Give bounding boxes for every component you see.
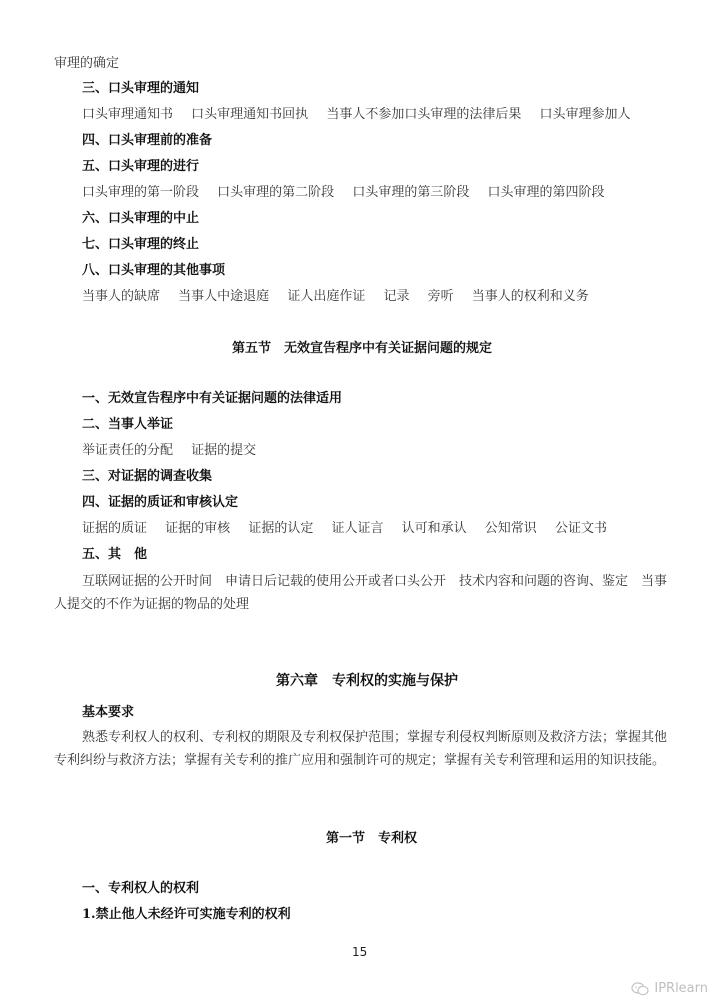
- list-item: 举证责任的分配: [82, 443, 174, 458]
- watermark-text: IPRlearn: [654, 981, 708, 996]
- basic-requirements-paragraph: 熟悉专利权人的权利、专利权的期限及专利权保护范围；掌握专利侵权判断原则及救济方法；掌握其他专利纠纷与救济方法；掌握有关专利的推广应用和强制许可的规定；掌握有关专利管理和运用的知识技能。: [54, 730, 668, 768]
- heading-evidence-cross-examination: 四、证据的质证和审核认定: [82, 495, 239, 510]
- list-item: 证据的认定: [248, 521, 314, 536]
- list-item: 记录: [383, 289, 410, 304]
- oral-hearing-other-items: [82, 288, 589, 306]
- prev-section-tail: 审理的确定: [54, 56, 120, 71]
- heading-oral-hearing-termination: 七、口头审理的终止: [82, 237, 200, 252]
- evidence-examination-items: [82, 520, 607, 538]
- heading-other: 五、其 他: [82, 547, 148, 562]
- list-item: 证人证言: [331, 521, 384, 536]
- list-item: 口头审理的第二阶段: [217, 185, 335, 200]
- list-item: 认可和承认: [401, 521, 467, 536]
- oral-hearing-notice-items: [82, 106, 630, 124]
- list-item: 证人出庭作证: [287, 289, 366, 304]
- list-item: 证据的质证: [82, 521, 148, 536]
- heading-patentee-rights: 一、专利权人的权利: [82, 881, 200, 896]
- heading-oral-hearing-notice: 三、口头审理的通知: [82, 81, 200, 96]
- basic-requirements-heading: 基本要求: [82, 705, 135, 720]
- list-item: 口头审理的第四阶段: [487, 185, 605, 200]
- heading-right-to-prohibit: 1.禁止他人未经许可实施专利的权利: [82, 907, 291, 922]
- list-item: 证据的审核: [165, 521, 231, 536]
- party-evidence-items: [82, 442, 256, 460]
- section-5-title: 第五节 无效宣告程序中有关证据问题的规定: [232, 341, 493, 356]
- watermark: [631, 981, 708, 996]
- list-item: 口头审理的第一阶段: [82, 185, 200, 200]
- heading-evidence-law: 一、无效宣告程序中有关证据问题的法律适用: [82, 391, 343, 406]
- heading-oral-hearing-preparation: 四、口头审理前的准备: [82, 133, 213, 148]
- heading-oral-hearing-other-matters: 八、口头审理的其他事项: [82, 263, 226, 278]
- list-item: 旁听: [427, 289, 454, 304]
- list-item: 公知常识: [484, 521, 537, 536]
- list-item: 当事人的缺席: [82, 289, 161, 304]
- heading-oral-hearing-proceeding: 五、口头审理的进行: [82, 159, 200, 174]
- oral-hearing-stage-items: [82, 184, 604, 202]
- list-item: 当事人中途退庭: [178, 289, 270, 304]
- list-item: 当事人不参加口头审理的法律后果: [326, 107, 522, 122]
- other-items-paragraph: 互联网证据的公开时间 申请日后记载的使用公开或者口头公开 技术内容和问题的咨询、鉴定 当事人提交的不作为证据的物品的处理: [54, 574, 668, 612]
- list-item: 口头审理的第三阶段: [352, 185, 470, 200]
- wechat-icon: [631, 982, 649, 996]
- list-item: 当事人的权利和义务: [471, 289, 589, 304]
- list-item: 口头审理参加人: [539, 107, 631, 122]
- list-item: 证据的提交: [191, 443, 257, 458]
- heading-evidence-investigation: 三、对证据的调查收集: [82, 469, 213, 484]
- list-item: 口头审理通知书回执: [191, 107, 309, 122]
- chapter-6-title: 第六章 专利权的实施与保护: [276, 673, 458, 689]
- list-item: 公证文书: [554, 521, 607, 536]
- page-number: 15: [352, 945, 368, 959]
- list-item: 口头审理通知书: [82, 107, 174, 122]
- heading-party-evidence: 二、当事人举证: [82, 417, 174, 432]
- chapter-6-section-1-title: 第一节 专利权: [326, 831, 418, 846]
- heading-oral-hearing-suspension: 六、口头审理的中止: [82, 211, 200, 226]
